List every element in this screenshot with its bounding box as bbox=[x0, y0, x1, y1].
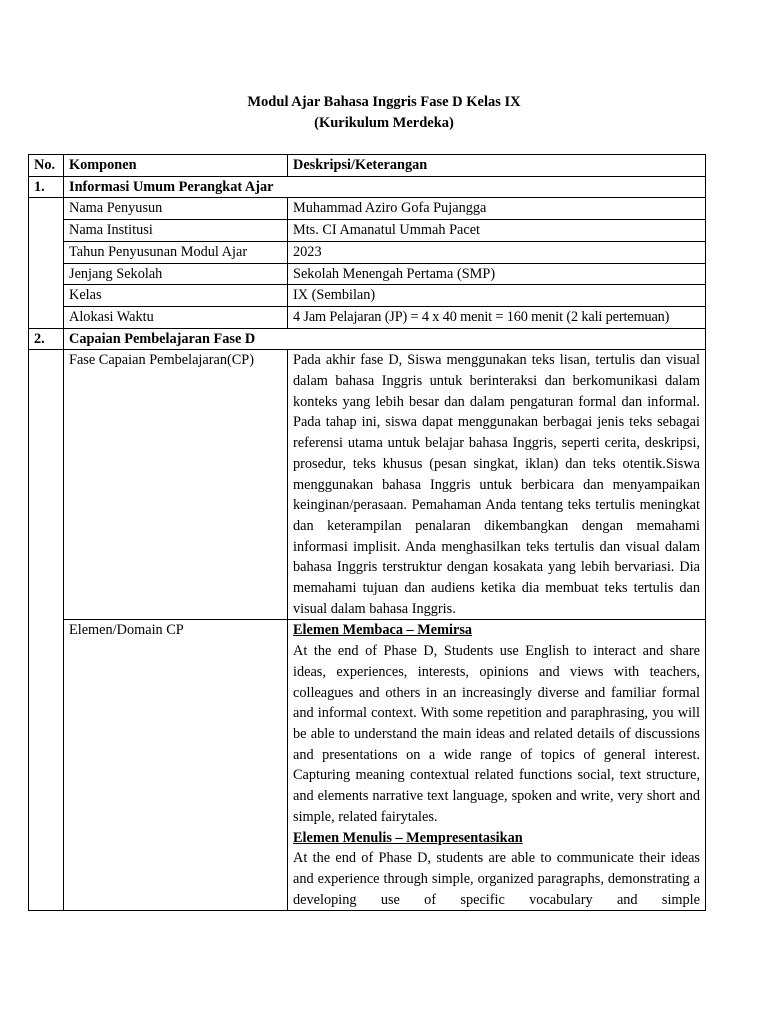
section-2-number: 2. bbox=[29, 328, 64, 350]
section-2-number-spacer bbox=[29, 350, 64, 911]
row-value-nama-institusi: Mts. CI Amanatul Ummah Pacet bbox=[288, 220, 706, 242]
row-label-nama-penyusun: Nama Penyusun bbox=[64, 198, 288, 220]
table-row bbox=[29, 198, 706, 220]
elemen-membaca-text: At the end of Phase D, Students use English to interact and share ideas, experiences, interests, opinions and views with teachers, colleagues and others in an increasingly diverse and familiar formal and informal context. With some repetition and paraphrasing, you will be able to understand the main ideas and related details of discussions and presentations on a wide range of topics of general interest. Capturing meaning contextual related functions social, text structure, and elements narrative text language, spoken and write, very short and simple, related fairytales. bbox=[293, 643, 700, 825]
section-1-number-spacer bbox=[29, 198, 64, 328]
table-row bbox=[29, 306, 706, 328]
table-header-row bbox=[29, 155, 706, 177]
table-row bbox=[29, 350, 706, 620]
row-value-elemen-domain bbox=[288, 620, 706, 911]
document-title: Modul Ajar Bahasa Inggris Fase D Kelas IX bbox=[247, 94, 521, 110]
table-row bbox=[29, 263, 706, 285]
section-1-number: 1. bbox=[29, 176, 64, 198]
row-value-nama-penyusun: Muhammad Aziro Gofa Pujangga bbox=[288, 198, 706, 220]
section-1-header-row bbox=[29, 176, 706, 198]
elemen-menulis-heading: Elemen Menulis – Mempresentasikan bbox=[293, 829, 523, 846]
row-label-jenjang-sekolah: Jenjang Sekolah bbox=[64, 263, 288, 285]
header-no: No. bbox=[29, 155, 64, 177]
elemen-menulis-text: At the end of Phase D, students are able to communicate their ideas and experience through simple, organized paragraphs, demonstrating a developing use of specific vocabulary and simple bbox=[293, 850, 700, 908]
header-deskripsi: Deskripsi/Keterangan bbox=[288, 155, 706, 177]
row-value-alokasi-waktu: 4 Jam Pelajaran (JP) = 4 x 40 menit = 160 menit (2 kali pertemuan) bbox=[288, 306, 706, 328]
section-1-title: Informasi Umum Perangkat Ajar bbox=[64, 176, 706, 198]
table-row bbox=[29, 285, 706, 307]
row-label-nama-institusi: Nama Institusi bbox=[64, 220, 288, 242]
table-row bbox=[29, 220, 706, 242]
table-row bbox=[29, 620, 706, 911]
elemen-membaca-heading: Elemen Membaca – Memirsa bbox=[293, 622, 473, 639]
table-row bbox=[29, 241, 706, 263]
row-value-tahun-penyusunan: 2023 bbox=[288, 241, 706, 263]
row-label-elemen-domain: Elemen/Domain CP bbox=[64, 620, 288, 911]
row-label-tahun-penyusunan: Tahun Penyusunan Modul Ajar bbox=[64, 241, 288, 263]
row-value-kelas: IX (Sembilan) bbox=[288, 285, 706, 307]
section-2-header-row bbox=[29, 328, 706, 350]
header-komponen: Komponen bbox=[64, 155, 288, 177]
row-value-fase-cp: Pada akhir fase D, Siswa menggunakan teks lisan, tertulis dan visual dalam bahasa Inggris untuk berinteraksi dan berkomunikasi dalam konteks yang lebih besar dan dalam pengaturan formal dan informal. Pada tahap ini, siswa dapat menggunakan berbagai jenis teks sebagai referensi utama untuk belajar bahasa Inggris, seperti cerita, deskripsi, prosedur, teks khusus (pesan singkat, iklan) dan teks otentik.Siswa menggunakan bahasa Inggris untuk berbicara dan menyampaikan keinginan/perasaan. Pemahaman Anda tentang teks tertulis meningkat dan keterampilan penalaran dikembangkan dengan memahami informasi implisit. Anda menghasilkan teks tertulis dan visual dalam bahasa Inggris terstruktur dengan kosakata yang lebih bervariasi. Dia memahami tujuan dan audiens ketika dia membuat teks tertulis dan visual dalam bahasa Inggris. bbox=[288, 350, 706, 620]
section-2-title: Capaian Pembelajaran Fase D bbox=[64, 328, 706, 350]
row-label-fase-cp: Fase Capaian Pembelajaran(CP) bbox=[64, 350, 288, 620]
row-value-jenjang-sekolah: Sekolah Menengah Pertama (SMP) bbox=[288, 263, 706, 285]
row-label-kelas: Kelas bbox=[64, 285, 288, 307]
row-label-alokasi-waktu: Alokasi Waktu bbox=[64, 306, 288, 328]
modul-ajar-table bbox=[28, 154, 706, 911]
document-subtitle: (Kurikulum Merdeka) bbox=[314, 115, 454, 131]
